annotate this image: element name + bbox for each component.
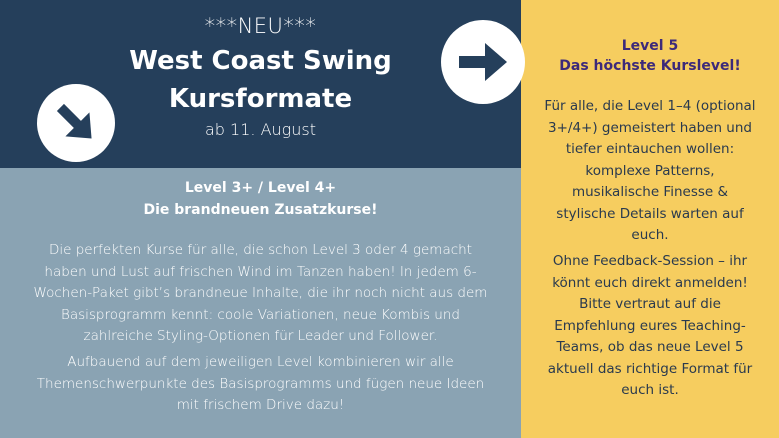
level-5-panel bbox=[521, 0, 779, 438]
level-5-description: Für alle, die Level 1–4 (optional 3+/4+) gemeistert haben und tiefer eintauchen wollen: komplexe Patterns, musikalische Finesse & stylische Details warten auf euch. bbox=[544, 98, 756, 243]
level-3-4-details: Aufbauend auf dem jeweiligen Level kombinieren wir alle Themenschwerpunkte des Basisprogramms und fügen neue Ideen mit frischem Drive dazu! bbox=[36, 354, 485, 413]
start-date: ab 11. August bbox=[204, 120, 316, 139]
level-3-4-heading: Level 3+ / Level 4+ bbox=[184, 180, 337, 196]
level-5-details: Ohne Feedback-Session – ihr könnt euch direkt anmelden! Bitte vertraut auf die Empfehlung eures Teaching-Teams, ob das neue Level 5 aktuell das richtige Format für euch ist. bbox=[547, 253, 753, 398]
level-3-4-subheading: Die brandneuen Zusatzkurse! bbox=[143, 202, 378, 218]
level-5-subheading: Das höchste Kurslevel! bbox=[559, 58, 741, 74]
arrow-down-right-icon bbox=[37, 84, 115, 162]
new-kicker: ***NEU*** bbox=[204, 14, 317, 38]
page-title-line1: West Coast Swing bbox=[129, 46, 392, 76]
level-5-heading: Level 5 bbox=[621, 38, 679, 54]
level-3-4-panel bbox=[0, 168, 521, 438]
level-3-4-description: Die perfekten Kurse für alle, die schon Level 3 oder 4 gemacht haben und Lust auf frischen Wind im Tanzen haben! In jedem 6-Wochen-Paket gibt’s brandneue Inhalte, die ihr noch nicht aus dem Basisprogramm kennt: coole Variationen, neue Kombis und zahlreiche Styling-Optionen für Leader und Follower. bbox=[33, 242, 488, 344]
arrow-right-icon bbox=[441, 20, 525, 104]
page-title-line2: Kursformate bbox=[168, 84, 353, 114]
